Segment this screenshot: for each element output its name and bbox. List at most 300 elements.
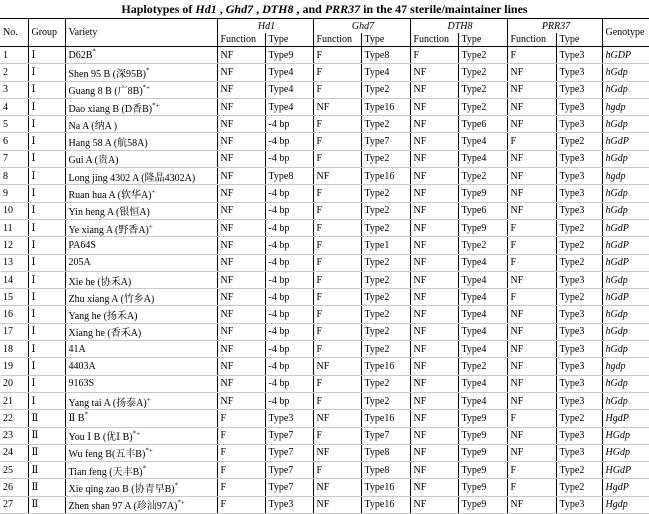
cell-genotype: hGdp xyxy=(602,341,649,358)
cell-hd1-type: -4 bp xyxy=(265,254,313,271)
cell-group: Ⅰ xyxy=(28,168,65,185)
header-type: Type xyxy=(458,33,507,47)
title-sep3: , and xyxy=(293,2,325,16)
variety-name: Zhu xiang A (竹乡A) xyxy=(68,293,155,305)
cell-genotype: hGdP xyxy=(602,254,649,271)
cell-group: Ⅰ xyxy=(28,81,65,98)
cell-dth8-type: Type2 xyxy=(458,64,507,81)
variety-name: Xie he (协禾A) xyxy=(68,276,132,288)
cell-dth8-type: Type2 xyxy=(458,98,507,115)
cell-genotype: hGdp xyxy=(602,185,649,202)
cell-ghd7-type: Type16 xyxy=(361,496,410,513)
title-prefix: Haplotypes of xyxy=(121,2,196,16)
table-row xyxy=(0,341,649,358)
table-row xyxy=(0,323,649,340)
cell-ghd7-type: Type2 xyxy=(361,81,410,98)
cell-variety xyxy=(65,64,217,81)
variety-name: Hang 58 A (航58A) xyxy=(68,138,148,150)
cell-hd1-function: F xyxy=(217,444,265,461)
cell-hd1-type: Type7 xyxy=(265,427,313,444)
cell-no: 15 xyxy=(0,289,28,306)
cell-genotype: hGdP xyxy=(602,133,649,150)
cell-no: 20 xyxy=(0,375,28,392)
cell-variety xyxy=(65,496,217,513)
cell-prr37-function: NF xyxy=(507,116,556,133)
cell-no: 12 xyxy=(0,237,28,254)
cell-hd1-function: NF xyxy=(217,150,265,167)
cell-dth8-function: NF xyxy=(410,341,458,358)
cell-group: Ⅰ xyxy=(28,98,65,115)
cell-hd1-type: Type7 xyxy=(265,462,313,479)
cell-prr37-function: F xyxy=(507,462,556,479)
cell-dth8-function: NF xyxy=(410,185,458,202)
table-row xyxy=(0,358,649,375)
variety-footnote-mark: + xyxy=(146,395,151,404)
table-row xyxy=(0,185,649,202)
title-sep2: , xyxy=(253,2,263,16)
cell-variety xyxy=(65,375,217,392)
cell-hd1-function: F xyxy=(217,427,265,444)
cell-variety xyxy=(65,185,217,202)
header-group: Group xyxy=(28,19,65,47)
cell-variety xyxy=(65,444,217,461)
cell-no: 18 xyxy=(0,341,28,358)
cell-genotype: hGdp xyxy=(602,375,649,392)
cell-prr37-function: NF xyxy=(507,323,556,340)
table-row xyxy=(0,254,649,271)
variety-name: Long jing 4302 A (隆晶4302A) xyxy=(68,172,196,184)
cell-hd1-type: Type4 xyxy=(265,81,313,98)
variety-footnote-mark: *+ xyxy=(132,429,141,438)
cell-ghd7-type: Type2 xyxy=(361,375,410,392)
cell-prr37-function: F xyxy=(507,289,556,306)
cell-dth8-type: Type4 xyxy=(458,306,507,323)
header-function: Function xyxy=(313,33,361,47)
cell-dth8-type: Type4 xyxy=(458,133,507,150)
cell-ghd7-function: F xyxy=(313,47,361,64)
cell-hd1-type: -4 bp xyxy=(265,133,313,150)
header-gene-dth8: DTH8 xyxy=(410,19,507,34)
cell-hd1-function: NF xyxy=(217,375,265,392)
cell-ghd7-type: Type16 xyxy=(361,358,410,375)
cell-no: 24 xyxy=(0,444,28,461)
cell-prr37-type: Type3 xyxy=(556,185,602,202)
cell-hd1-type: -4 bp xyxy=(265,202,313,219)
cell-dth8-function: NF xyxy=(410,323,458,340)
cell-dth8-function: NF xyxy=(410,375,458,392)
cell-no: 19 xyxy=(0,358,28,375)
cell-dth8-function: NF xyxy=(410,133,458,150)
cell-ghd7-type: Type2 xyxy=(361,306,410,323)
cell-dth8-type: Type9 xyxy=(458,479,507,496)
table-row xyxy=(0,202,649,219)
cell-prr37-function: NF xyxy=(507,341,556,358)
cell-group: Ⅰ xyxy=(28,133,65,150)
haplotype-table xyxy=(0,18,649,514)
cell-genotype: hGdP xyxy=(602,237,649,254)
cell-prr37-function: NF xyxy=(507,202,556,219)
cell-hd1-type: -4 bp xyxy=(265,116,313,133)
cell-hd1-function: NF xyxy=(217,341,265,358)
cell-hd1-type: -4 bp xyxy=(265,341,313,358)
cell-hd1-function: NF xyxy=(217,185,265,202)
cell-ghd7-function: NF xyxy=(313,98,361,115)
cell-hd1-function: NF xyxy=(217,237,265,254)
cell-prr37-type: Type3 xyxy=(556,116,602,133)
cell-hd1-type: Type9 xyxy=(265,47,313,64)
cell-ghd7-type: Type2 xyxy=(361,185,410,202)
cell-genotype: hGdp xyxy=(602,392,649,409)
cell-prr37-function: NF xyxy=(507,150,556,167)
cell-hd1-type: -4 bp xyxy=(265,323,313,340)
cell-prr37-function: NF xyxy=(507,427,556,444)
cell-ghd7-function: NF xyxy=(313,358,361,375)
variety-footnote-mark: *+ xyxy=(152,101,160,110)
table-row xyxy=(0,81,649,98)
cell-dth8-function: NF xyxy=(410,427,458,444)
variety-footnote-mark: *+ xyxy=(177,499,185,508)
cell-ghd7-function: F xyxy=(313,462,361,479)
variety-footnote-mark: *+ xyxy=(145,447,153,456)
cell-dth8-function: NF xyxy=(410,64,458,81)
cell-group: Ⅰ xyxy=(28,219,65,236)
cell-dth8-function: NF xyxy=(410,462,458,479)
variety-name: 41A xyxy=(68,343,86,355)
cell-hd1-function: NF xyxy=(217,81,265,98)
cell-ghd7-type: Type7 xyxy=(361,427,410,444)
cell-ghd7-type: Type2 xyxy=(361,202,410,219)
cell-ghd7-type: Type2 xyxy=(361,392,410,409)
cell-ghd7-function: NF xyxy=(313,496,361,513)
cell-ghd7-function: F xyxy=(313,306,361,323)
cell-ghd7-function: F xyxy=(313,116,361,133)
cell-dth8-function: NF xyxy=(410,81,458,98)
header-gene-hd1: Hd1 xyxy=(217,19,313,34)
table-row xyxy=(0,289,649,306)
cell-hd1-type: -4 bp xyxy=(265,237,313,254)
cell-dth8-function: NF xyxy=(410,358,458,375)
cell-prr37-type: Type3 xyxy=(556,202,602,219)
title-suffix: in the 47 sterile/maintainer lines xyxy=(360,2,528,16)
cell-dth8-type: Type2 xyxy=(458,237,507,254)
title-sep1: , xyxy=(216,2,226,16)
cell-variety xyxy=(65,289,217,306)
cell-dth8-function: NF xyxy=(410,306,458,323)
cell-hd1-function: NF xyxy=(217,271,265,288)
cell-ghd7-type: Type2 xyxy=(361,341,410,358)
cell-dth8-type: Type4 xyxy=(458,375,507,392)
cell-no: 9 xyxy=(0,185,28,202)
cell-variety xyxy=(65,306,217,323)
table-row xyxy=(0,306,649,323)
cell-hd1-function: NF xyxy=(217,133,265,150)
cell-no: 1 xyxy=(0,47,28,64)
cell-prr37-type: Type3 xyxy=(556,496,602,513)
cell-prr37-type: Type3 xyxy=(556,98,602,115)
cell-genotype: hGdp xyxy=(602,202,649,219)
table-body xyxy=(0,47,649,514)
cell-hd1-type: -4 bp xyxy=(265,185,313,202)
cell-hd1-function: NF xyxy=(217,289,265,306)
cell-genotype: hgdp xyxy=(602,98,649,115)
cell-hd1-type: Type3 xyxy=(265,410,313,427)
cell-genotype: HGdP xyxy=(602,462,649,479)
variety-name: Ye xiang A (野香A) xyxy=(68,224,149,236)
variety-name: Na A (纳A ) xyxy=(68,120,118,132)
variety-footnote-mark: *+ xyxy=(142,83,151,92)
cell-hd1-type: Type4 xyxy=(265,98,313,115)
cell-variety xyxy=(65,81,217,98)
cell-prr37-function: NF xyxy=(507,81,556,98)
cell-no: 2 xyxy=(0,64,28,81)
cell-hd1-type: -4 bp xyxy=(265,375,313,392)
cell-genotype: hgdp xyxy=(602,358,649,375)
cell-dth8-function: F xyxy=(410,47,458,64)
cell-variety xyxy=(65,202,217,219)
cell-genotype: hGdp xyxy=(602,323,649,340)
cell-dth8-function: NF xyxy=(410,168,458,185)
cell-group: Ⅰ xyxy=(28,64,65,81)
cell-variety xyxy=(65,168,217,185)
table-row xyxy=(0,496,649,513)
cell-prr37-type: Type3 xyxy=(556,64,602,81)
cell-group: Ⅰ xyxy=(28,392,65,409)
cell-hd1-function: NF xyxy=(217,306,265,323)
table-row xyxy=(0,116,649,133)
cell-group: Ⅱ xyxy=(28,410,65,427)
cell-genotype: hGdP xyxy=(602,219,649,236)
cell-dth8-function: NF xyxy=(410,289,458,306)
cell-prr37-type: Type2 xyxy=(556,237,602,254)
variety-name: Yang he (扬禾A) xyxy=(68,311,138,323)
cell-prr37-function: NF xyxy=(507,64,556,81)
cell-dth8-type: Type4 xyxy=(458,341,507,358)
cell-dth8-function: NF xyxy=(410,444,458,461)
cell-no: 3 xyxy=(0,81,28,98)
table-row xyxy=(0,47,649,64)
cell-dth8-type: Type4 xyxy=(458,271,507,288)
variety-footnote-mark: * xyxy=(84,410,88,419)
cell-ghd7-type: Type8 xyxy=(361,47,410,64)
cell-dth8-type: Type2 xyxy=(458,168,507,185)
cell-no: 17 xyxy=(0,323,28,340)
table-row xyxy=(0,219,649,236)
header-no: No. xyxy=(0,19,28,47)
table-title xyxy=(0,0,649,18)
cell-variety xyxy=(65,237,217,254)
variety-footnote-mark: + xyxy=(151,187,156,196)
cell-dth8-type: Type9 xyxy=(458,185,507,202)
cell-ghd7-function: F xyxy=(313,254,361,271)
cell-prr37-type: Type3 xyxy=(556,444,602,461)
cell-genotype: Hgdp xyxy=(602,496,649,513)
cell-group: Ⅱ xyxy=(28,444,65,461)
cell-no: 22 xyxy=(0,410,28,427)
cell-group: Ⅰ xyxy=(28,116,65,133)
cell-group: Ⅰ xyxy=(28,289,65,306)
cell-no: 14 xyxy=(0,271,28,288)
cell-variety xyxy=(65,410,217,427)
variety-name: Ⅱ B xyxy=(68,412,85,424)
cell-hd1-type: Type7 xyxy=(265,444,313,461)
variety-name: Dao xiang B (D香B) xyxy=(68,103,153,115)
cell-dth8-type: Type4 xyxy=(458,254,507,271)
variety-name: Tian feng (天丰B) xyxy=(68,466,143,478)
cell-variety xyxy=(65,133,217,150)
cell-ghd7-function: F xyxy=(313,392,361,409)
cell-prr37-type: Type2 xyxy=(556,133,602,150)
cell-group: Ⅰ xyxy=(28,375,65,392)
cell-hd1-function: NF xyxy=(217,254,265,271)
cell-ghd7-type: Type4 xyxy=(361,64,410,81)
cell-prr37-type: Type3 xyxy=(556,392,602,409)
cell-dth8-function: NF xyxy=(410,479,458,496)
variety-name: PA64S xyxy=(68,239,96,251)
cell-ghd7-type: Type2 xyxy=(361,254,410,271)
cell-ghd7-type: Type2 xyxy=(361,271,410,288)
cell-variety xyxy=(65,47,217,64)
cell-prr37-type: Type2 xyxy=(556,254,602,271)
cell-dth8-type: Type4 xyxy=(458,150,507,167)
cell-dth8-type: Type2 xyxy=(458,47,507,64)
cell-ghd7-type: Type2 xyxy=(361,219,410,236)
cell-ghd7-function: F xyxy=(313,185,361,202)
cell-hd1-type: -4 bp xyxy=(265,392,313,409)
title-gene-hd1: Hd1 xyxy=(195,2,217,16)
cell-prr37-type: Type3 xyxy=(556,375,602,392)
variety-name: 205A xyxy=(68,257,91,269)
cell-prr37-type: Type3 xyxy=(556,306,602,323)
variety-name: Ruan hua A (软华A) xyxy=(68,190,152,202)
variety-name: 9163S xyxy=(68,378,95,390)
cell-ghd7-function: F xyxy=(313,237,361,254)
cell-genotype: HGdp xyxy=(602,444,649,461)
cell-prr37-function: NF xyxy=(507,306,556,323)
cell-ghd7-type: Type16 xyxy=(361,168,410,185)
cell-dth8-type: Type4 xyxy=(458,289,507,306)
cell-ghd7-function: NF xyxy=(313,410,361,427)
header-gene-ghd7: Ghd7 xyxy=(313,19,410,34)
cell-no: 23 xyxy=(0,427,28,444)
cell-no: 26 xyxy=(0,479,28,496)
cell-group: Ⅱ xyxy=(28,462,65,479)
variety-name: Yin heng A (银恒A) xyxy=(68,207,150,219)
cell-hd1-type: -4 bp xyxy=(265,306,313,323)
cell-variety xyxy=(65,219,217,236)
cell-genotype: hGdp xyxy=(602,271,649,288)
table-row xyxy=(0,271,649,288)
cell-ghd7-function: F xyxy=(313,219,361,236)
cell-ghd7-function: F xyxy=(313,133,361,150)
cell-ghd7-function: F xyxy=(313,81,361,98)
cell-genotype: hGdp xyxy=(602,150,649,167)
cell-genotype: hGdp xyxy=(602,64,649,81)
cell-dth8-function: NF xyxy=(410,392,458,409)
cell-prr37-function: NF xyxy=(507,392,556,409)
cell-hd1-type: -4 bp xyxy=(265,271,313,288)
cell-ghd7-type: Type16 xyxy=(361,410,410,427)
table-header xyxy=(0,19,649,47)
variety-name: Shen 95 B (深95B) xyxy=(68,68,146,80)
cell-variety xyxy=(65,392,217,409)
cell-dth8-type: Type9 xyxy=(458,462,507,479)
cell-ghd7-function: F xyxy=(313,64,361,81)
title-gene-dth8: DTH8 xyxy=(262,2,294,16)
cell-group: Ⅰ xyxy=(28,185,65,202)
variety-name: Zhen shan 97 A (珍汕97A) xyxy=(68,501,178,513)
cell-prr37-type: Type3 xyxy=(556,271,602,288)
cell-dth8-function: NF xyxy=(410,254,458,271)
cell-no: 4 xyxy=(0,98,28,115)
cell-variety xyxy=(65,427,217,444)
cell-ghd7-type: Type8 xyxy=(361,444,410,461)
cell-ghd7-function: F xyxy=(313,202,361,219)
cell-genotype: hGdp xyxy=(602,116,649,133)
cell-no: 16 xyxy=(0,306,28,323)
header-function: Function xyxy=(217,33,265,47)
cell-prr37-type: Type3 xyxy=(556,427,602,444)
cell-ghd7-function: F xyxy=(313,289,361,306)
cell-hd1-type: -4 bp xyxy=(265,150,313,167)
variety-footnote-mark: * xyxy=(142,464,147,473)
cell-hd1-type: -4 bp xyxy=(265,219,313,236)
cell-ghd7-function: F xyxy=(313,375,361,392)
cell-ghd7-type: Type2 xyxy=(361,323,410,340)
cell-group: Ⅱ xyxy=(28,496,65,513)
header-function: Function xyxy=(507,33,556,47)
variety-name: Yang tai A (扬泰A) xyxy=(68,397,147,409)
cell-hd1-function: NF xyxy=(217,98,265,115)
cell-dth8-function: NF xyxy=(410,98,458,115)
cell-group: Ⅰ xyxy=(28,358,65,375)
cell-ghd7-type: Type8 xyxy=(361,462,410,479)
cell-group: Ⅰ xyxy=(28,254,65,271)
cell-dth8-function: NF xyxy=(410,202,458,219)
cell-dth8-type: Type2 xyxy=(458,81,507,98)
cell-no: 7 xyxy=(0,150,28,167)
cell-ghd7-type: Type16 xyxy=(361,479,410,496)
cell-prr37-type: Type3 xyxy=(556,168,602,185)
cell-no: 8 xyxy=(0,168,28,185)
cell-group: Ⅰ xyxy=(28,271,65,288)
cell-ghd7-type: Type7 xyxy=(361,133,410,150)
cell-prr37-type: Type3 xyxy=(556,341,602,358)
cell-group: Ⅰ xyxy=(28,150,65,167)
cell-dth8-type: Type9 xyxy=(458,219,507,236)
table-row xyxy=(0,444,649,461)
variety-name: You Ⅰ B (优Ⅰ B) xyxy=(68,432,133,444)
table-row xyxy=(0,98,649,115)
cell-dth8-type: Type9 xyxy=(458,427,507,444)
cell-variety xyxy=(65,150,217,167)
header-type: Type xyxy=(556,33,602,47)
cell-ghd7-function: NF xyxy=(313,168,361,185)
cell-hd1-function: NF xyxy=(217,392,265,409)
variety-name: Guang 8 B (广8B) xyxy=(68,86,143,98)
cell-prr37-function: NF xyxy=(507,358,556,375)
cell-prr37-function: F xyxy=(507,133,556,150)
cell-prr37-function: F xyxy=(507,47,556,64)
cell-hd1-function: NF xyxy=(217,168,265,185)
cell-prr37-type: Type2 xyxy=(556,219,602,236)
cell-no: 21 xyxy=(0,392,28,409)
cell-prr37-function: F xyxy=(507,254,556,271)
variety-name: D62B xyxy=(68,49,93,61)
cell-no: 27 xyxy=(0,496,28,513)
cell-prr37-function: NF xyxy=(507,185,556,202)
cell-group: Ⅰ xyxy=(28,237,65,254)
cell-dth8-function: NF xyxy=(410,116,458,133)
